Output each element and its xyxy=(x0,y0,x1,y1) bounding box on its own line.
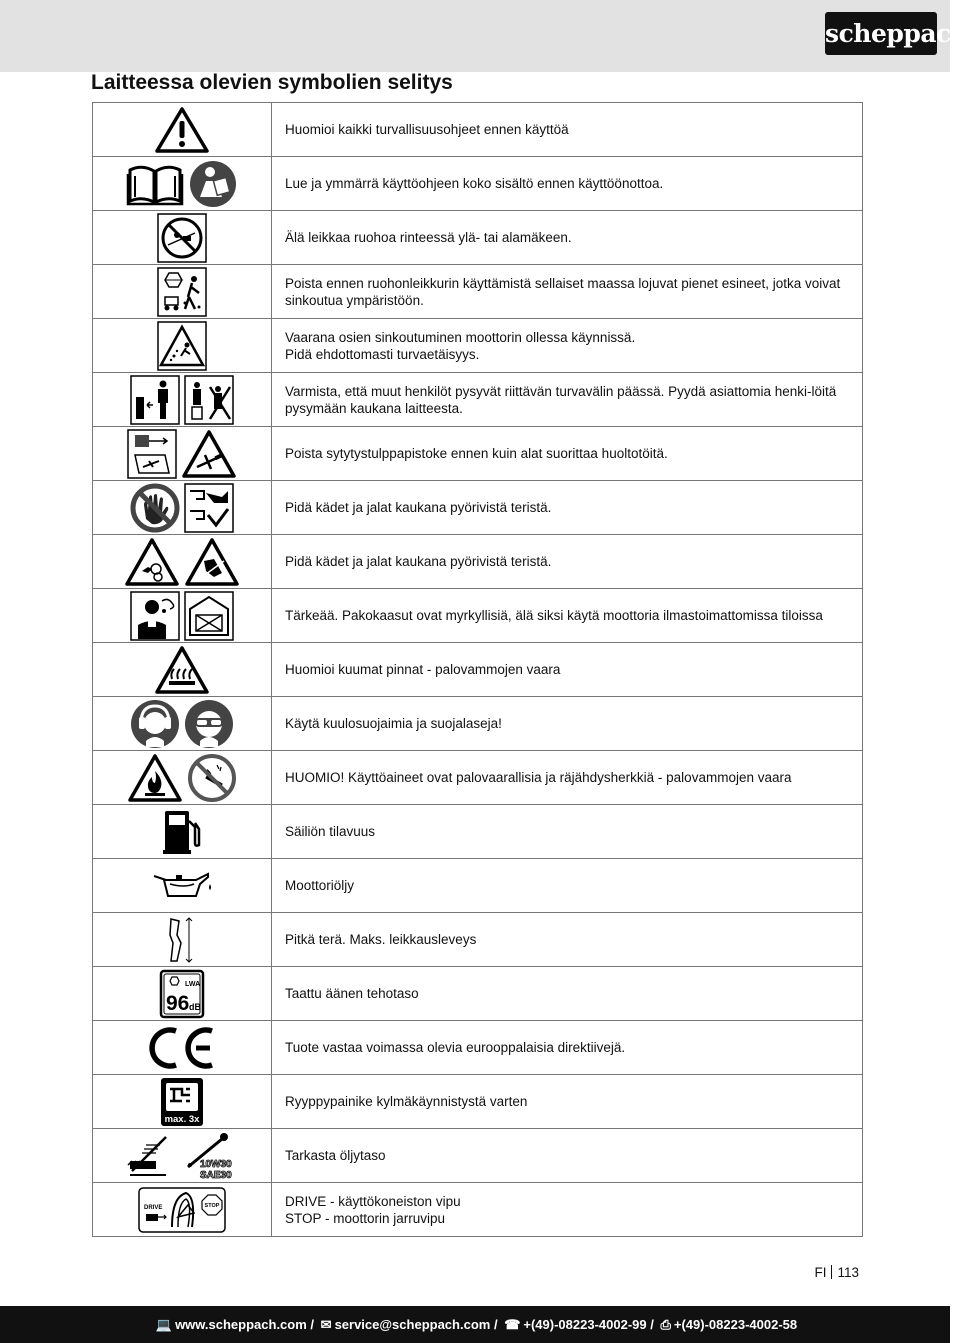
fax-icon: ⎙ xyxy=(660,1317,671,1332)
sound-power-unit: dB xyxy=(189,1001,201,1012)
sound-power-label: LWA xyxy=(185,980,201,988)
flying-parts-warning-icon xyxy=(157,321,207,371)
hot-surface-warning-icon xyxy=(154,645,210,695)
dipstick-icon xyxy=(178,1131,238,1181)
laptop-icon: 💻 xyxy=(155,1317,173,1332)
blade-width-icon xyxy=(157,915,207,965)
row-description: Älä leikkaa ruohoa rinteessä ylä- tai alamäkeen. xyxy=(272,211,863,265)
symbol-table xyxy=(92,102,863,1237)
no-slope-mowing-icon xyxy=(157,213,207,263)
oil-grade: 10W30 xyxy=(200,1158,232,1170)
footer-fax: +(49)-08223-4002-58 xyxy=(673,1317,798,1332)
footer-website[interactable]: www.scheppach.com xyxy=(175,1317,307,1332)
row-description: Varmista, että muut henkilöt pysyvät riittävän turvavälin päässä. Pyydä asiattomia henki-löitä pysymään kaukana laitteesta. xyxy=(272,373,863,427)
oil-level-icon xyxy=(126,1131,174,1181)
table-row xyxy=(93,373,863,427)
drive-label: DRIVE xyxy=(144,1204,163,1211)
flammable-warning-icon xyxy=(127,753,183,803)
ear-protection-icon xyxy=(130,699,180,749)
header-bar xyxy=(0,0,968,72)
keep-distance-icon xyxy=(130,375,180,425)
fuel-pump-icon xyxy=(157,807,207,857)
table-row xyxy=(93,103,863,157)
primer-count: max. 3x xyxy=(164,1113,200,1125)
row-description: Säiliön tilavuus xyxy=(272,805,863,859)
sound-power-value: 96 xyxy=(166,991,190,1015)
table-row xyxy=(93,1183,863,1237)
table-row xyxy=(93,1021,863,1075)
row-description: Käytä kuulosuojaimia ja suojalaseja! xyxy=(272,697,863,751)
foot-blade-warning-icon xyxy=(184,537,240,587)
table-row xyxy=(93,697,863,751)
spark-plug-manual-icon xyxy=(127,429,177,479)
row-description: Tarkasta öljytaso xyxy=(272,1129,863,1183)
remove-objects-icon xyxy=(157,267,207,317)
no-open-flame-icon xyxy=(187,753,237,803)
table-row xyxy=(93,319,863,373)
page-separator xyxy=(831,1265,832,1279)
row-description: Huomioi kaikki turvallisuusohjeet ennen käyttöä xyxy=(272,103,863,157)
bystanders-icon xyxy=(184,375,234,425)
hand-blade-warning-icon xyxy=(124,537,180,587)
table-row xyxy=(93,1075,863,1129)
phone-icon: ☎ xyxy=(504,1317,521,1332)
mail-icon: ✉ xyxy=(320,1317,332,1332)
table-row xyxy=(93,589,863,643)
oil-grade-alt: SAE30 xyxy=(200,1169,232,1181)
footer-bar: 💻 www.scheppach.com / ✉ service@scheppach.com / ☎ +(49)-08223-4002-99 / ⎙ +(49)-08223-4002-58 xyxy=(0,1306,950,1343)
table-row xyxy=(93,535,863,589)
row-description: Ryyppypainike kylmäkäynnistystä varten xyxy=(272,1075,863,1129)
table-row xyxy=(93,265,863,319)
brand-logo: scheppach xyxy=(825,12,937,55)
row-description: Poista ennen ruohonleikkurin käyttämistä sellaiset maassa lojuvat pienet esineet, jotka voivat sinkoutua ympäristöön. xyxy=(272,265,863,319)
read-manual-icon xyxy=(188,159,238,209)
row-description: Moottoriöljy xyxy=(272,859,863,913)
language-code: FI xyxy=(814,1265,827,1280)
row-description: Taattu äänen tehotaso xyxy=(272,967,863,1021)
table-row xyxy=(93,157,863,211)
row-description: Huomioi kuumat pinnat - palovammojen vaara xyxy=(272,643,863,697)
drive-stop-lever-icon xyxy=(138,1187,226,1233)
row-description: Pitkä terä. Maks. leikkausleveys xyxy=(272,913,863,967)
ce-mark-icon xyxy=(146,1023,218,1073)
row-description: DRIVE - käyttökoneiston vipu STOP - moottorin jarruvipu xyxy=(272,1183,863,1237)
row-description: Poista sytytystulppapistoke ennen kuin alat suorittaa huoltotöitä. xyxy=(272,427,863,481)
row-description: Tärkeää. Pakokaasut ovat myrkyllisiä, älä siksi käytä moottoria ilmastoimattomissa tiloissa xyxy=(272,589,863,643)
footer-phone: +(49)-08223-4002-99 xyxy=(523,1317,647,1332)
table-row xyxy=(93,805,863,859)
table-row xyxy=(93,481,863,535)
eye-protection-icon xyxy=(184,699,234,749)
no-enclosed-space-icon xyxy=(184,591,234,641)
table-row xyxy=(93,967,863,1021)
table-row xyxy=(93,1129,863,1183)
warning-triangle-icon xyxy=(154,106,210,154)
sound-power-icon xyxy=(159,969,205,1019)
oil-can-icon xyxy=(150,866,214,906)
table-row xyxy=(93,427,863,481)
page-title: Laitteessa olevien symbolien selitys xyxy=(91,71,453,94)
table-row xyxy=(93,913,863,967)
blade-hand-icon xyxy=(184,483,234,533)
primer-button-icon xyxy=(160,1077,204,1127)
stop-label: STOP xyxy=(204,1202,220,1209)
table-row xyxy=(93,211,863,265)
exhaust-fumes-icon xyxy=(130,591,180,641)
table-row xyxy=(93,751,863,805)
row-description: Pidä kädet ja jalat kaukana pyörivistä teristä. xyxy=(272,481,863,535)
row-description: Pidä kädet ja jalat kaukana pyörivistä teristä. xyxy=(272,535,863,589)
row-description: Vaarana osien sinkoutuminen moottorin ollessa käynnissä. Pidä ehdottomasti turvaetäisyys. xyxy=(272,319,863,373)
open-book-icon xyxy=(126,162,184,206)
page-number-value: 113 xyxy=(837,1265,859,1280)
table-row xyxy=(93,859,863,913)
no-hand-icon xyxy=(130,483,180,533)
row-description: Tuote vastaa voimassa olevia eurooppalaisia direktiivejä. xyxy=(272,1021,863,1075)
page-number xyxy=(814,1265,859,1280)
row-description: Lue ja ymmärrä käyttöohjeen koko sisältö ennen käyttöönottoa. xyxy=(272,157,863,211)
row-description: HUOMIO! Käyttöaineet ovat palovaarallisia ja räjähdysherkkiä - palovammojen vaara xyxy=(272,751,863,805)
spark-plug-warning-icon xyxy=(181,429,237,479)
table-row xyxy=(93,643,863,697)
footer-email[interactable]: service@scheppach.com xyxy=(334,1317,491,1332)
